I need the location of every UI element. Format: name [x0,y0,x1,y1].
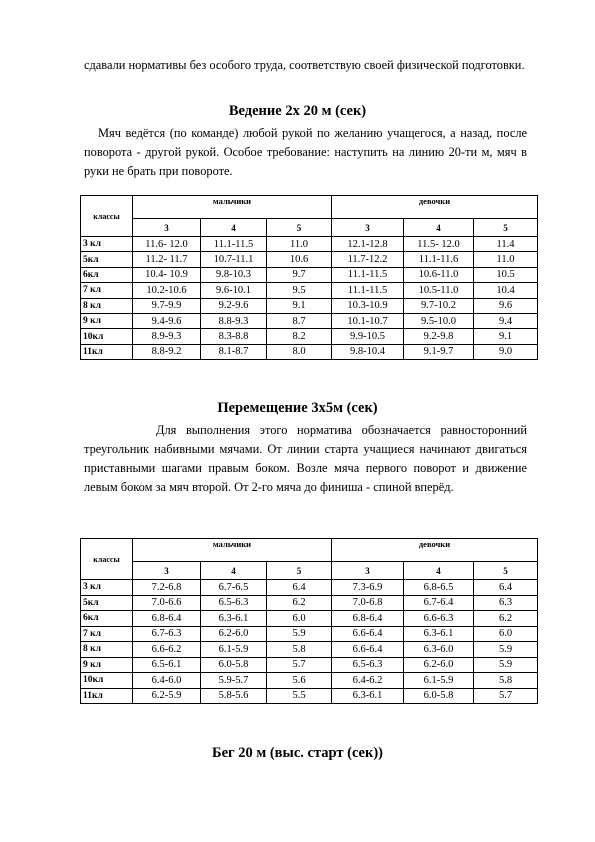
grade-header: 3 [332,219,404,237]
table-cell: 11.0 [474,252,538,267]
table-cell: 7.0-6.6 [133,595,201,611]
table-cell: 6.2 [474,611,538,627]
table-cell: 10.4- 10.9 [133,267,201,282]
table-cell: 11.4 [474,237,538,252]
girls-header: девочки [332,539,538,562]
table-cell: 5.9 [267,626,332,642]
table-cell: 7.0-6.8 [332,595,404,611]
table-cell: 8.0 [267,344,332,359]
class-cell: 8 кл [81,642,133,658]
table-cell: 11.7-12.2 [332,252,404,267]
table-cell: 11.5- 12.0 [404,237,474,252]
table-cell: 11.0 [267,237,332,252]
table-cell: 6.2-5.9 [133,688,201,704]
class-cell: 11кл [81,688,133,704]
table-cell: 10.3-10.9 [332,298,404,313]
table-cell: 11.6- 12.0 [133,237,201,252]
table-cell: 6.7-6.5 [201,580,267,596]
class-cell: 10кл [81,673,133,689]
table-cell: 9.7 [267,267,332,282]
table-cell: 6.2-6.0 [201,626,267,642]
table-cell: 5.7 [474,688,538,704]
table-cell: 6.2 [267,595,332,611]
table-cell: 12.1-12.8 [332,237,404,252]
table-cell: 8.1-8.7 [201,344,267,359]
table-cell: 11.1-11.5 [332,267,404,282]
class-cell: 10кл [81,329,133,344]
table-row [81,580,538,596]
table-cell: 6.8-6.4 [133,611,201,627]
table-cell: 11.2- 11.7 [133,252,201,267]
norm-table-shuttle [80,538,538,704]
table-corner: классы [81,539,133,580]
table-cell: 6.3-6.0 [404,642,474,658]
grade-header: 5 [474,219,538,237]
table-cell: 10.6-11.0 [404,267,474,282]
table-cell: 5.7 [267,657,332,673]
table-cell: 10.5 [474,267,538,282]
class-cell: 9 кл [81,657,133,673]
boys-header: мальчики [133,539,332,562]
table-cell: 8.8-9.3 [201,313,267,328]
table-cell: 9.1 [267,298,332,313]
table-cell: 10.5-11.0 [404,283,474,298]
table-cell: 6.6-6.4 [332,626,404,642]
grade-header: 4 [404,219,474,237]
table-cell: 9.5-10.0 [404,313,474,328]
table-cell: 9.7-9.9 [133,298,201,313]
table-row [81,657,538,673]
table-cell: 6.1-5.9 [201,642,267,658]
table-cell: 9.6-10.1 [201,283,267,298]
grade-header: 5 [267,562,332,580]
table-cell: 6.8-6.5 [404,580,474,596]
table-cell: 6.6-6.3 [404,611,474,627]
table-cell: 6.0 [474,626,538,642]
table-cell: 6.4-6.0 [133,673,201,689]
table-cell: 9.8-10.3 [201,267,267,282]
norm-table-dribble [80,195,538,360]
table-cell: 9.2-9.8 [404,329,474,344]
table-cell: 9.1-9.7 [404,344,474,359]
table-row [81,626,538,642]
grade-header: 4 [201,562,267,580]
class-cell: 11кл [81,344,133,359]
table-row [81,329,538,344]
table-cell: 5.9 [474,642,538,658]
table-row [81,611,538,627]
table-cell: 11.1-11.6 [404,252,474,267]
section-paragraph-shuttle [84,421,527,497]
table-cell: 7.3-6.9 [332,580,404,596]
class-cell: 6кл [81,267,133,282]
table-cell: 9.5 [267,283,332,298]
table-cell: 6.0 [267,611,332,627]
grade-header: 3 [332,562,404,580]
table-cell: 6.1-5.9 [404,673,474,689]
table-cell: 6.8-6.4 [332,611,404,627]
table-cell: 6.3-6.1 [332,688,404,704]
table-cell: 6.4 [474,580,538,596]
table-row [81,595,538,611]
table-cell: 9.4 [474,313,538,328]
table-cell: 6.4-6.2 [332,673,404,689]
table-row [81,283,538,298]
class-cell: 5кл [81,252,133,267]
table-cell: 9.7-10.2 [404,298,474,313]
table-cell: 5.5 [267,688,332,704]
section-title-dribble: Ведение 2х 20 м (сек) [228,103,367,119]
table-cell: 7.2-6.8 [133,580,201,596]
grade-header: 4 [404,562,474,580]
table-cell: 6.0-5.8 [404,688,474,704]
table-cell: 5.8 [267,642,332,658]
table-cell: 11.1-11.5 [332,283,404,298]
table-cell: 10.1-10.7 [332,313,404,328]
table-cell: 10.2-10.6 [133,283,201,298]
table-corner: классы [81,196,133,237]
section-paragraph-dribble-text: Мяч ведётся (по команде) любой рукой по желанию учащегося, а назад, после поворота - другой рукой. Особое требование: наступить на линию 20-ти м, мяч в руки не брать при повороте. [84,126,527,178]
table-cell: 9.0 [474,344,538,359]
table-cell: 6.5-6.1 [133,657,201,673]
boys-header: мальчики [133,196,332,219]
table-cell: 6.4 [267,580,332,596]
grade-header: 3 [133,219,201,237]
table-cell: 5.6 [267,673,332,689]
table-row [81,642,538,658]
table-cell: 6.6-6.4 [332,642,404,658]
girls-header: девочки [332,196,538,219]
table-cell: 5.9 [474,657,538,673]
table-row [81,673,538,689]
table-cell: 6.3 [474,595,538,611]
table-cell: 10.6 [267,252,332,267]
table-cell: 9.9-10.5 [332,329,404,344]
table-cell: 6.5-6.3 [332,657,404,673]
table-cell: 8.7 [267,313,332,328]
section-paragraph-dribble [84,124,527,181]
table-cell: 6.7-6.4 [404,595,474,611]
class-cell: 7 кл [81,283,133,298]
class-cell: 7 кл [81,626,133,642]
class-cell: 9 кл [81,313,133,328]
class-cell: 3 кл [81,580,133,596]
grade-header: 5 [267,219,332,237]
grade-header: 3 [133,562,201,580]
table-cell: 6.2-6.0 [404,657,474,673]
table-row [81,298,538,313]
table-row [81,252,538,267]
table-cell: 9.2-9.6 [201,298,267,313]
table-row [81,688,538,704]
table-cell: 6.5-6.3 [201,595,267,611]
table-cell: 11.1-11.5 [201,237,267,252]
table-cell: 9.8-10.4 [332,344,404,359]
section-title-shuttle: Перемещение 3х5м (сек) [217,400,378,416]
table-cell: 6.6-6.2 [133,642,201,658]
class-cell: 3 кл [81,237,133,252]
table-cell: 9.6 [474,298,538,313]
section-paragraph-shuttle-text: Для выполнения этого норматива обозначается равносторонний треугольник набивными мячами. От линии старта учащиеся начинают двигаться приставными шагами правым боком. Возле мяча первого поворот и движение левым боком за мяч второй. От 2-го мяча до финиша - спиной вперёд. [84,423,527,494]
table-cell: 8.8-9.2 [133,344,201,359]
table-row [81,313,538,328]
class-cell: 6кл [81,611,133,627]
grade-header: 4 [201,219,267,237]
table-cell: 8.2 [267,329,332,344]
table-cell: 10.4 [474,283,538,298]
table-row [81,237,538,252]
table-cell: 5.9-5.7 [201,673,267,689]
table-cell: 6.0-5.8 [201,657,267,673]
table-cell: 6.3-6.1 [404,626,474,642]
table-cell: 8.3-8.8 [201,329,267,344]
table-cell: 8.9-9.3 [133,329,201,344]
table-row [81,267,538,282]
table-cell: 9.1 [474,329,538,344]
table-cell: 6.7-6.3 [133,626,201,642]
table-cell: 10.7-11.1 [201,252,267,267]
grade-header: 5 [474,562,538,580]
section-title-run: Бег 20 м (выс. старт (сек)) [211,745,384,761]
intro-paragraph: сдавали нормативы без особого труда, соответствую своей физической подготовки. [84,58,525,72]
table-row [81,344,538,359]
table-cell: 5.8-5.6 [201,688,267,704]
class-cell: 8 кл [81,298,133,313]
table-cell: 5.8 [474,673,538,689]
table-cell: 9.4-9.6 [133,313,201,328]
class-cell: 5кл [81,595,133,611]
table-cell: 6.3-6.1 [201,611,267,627]
